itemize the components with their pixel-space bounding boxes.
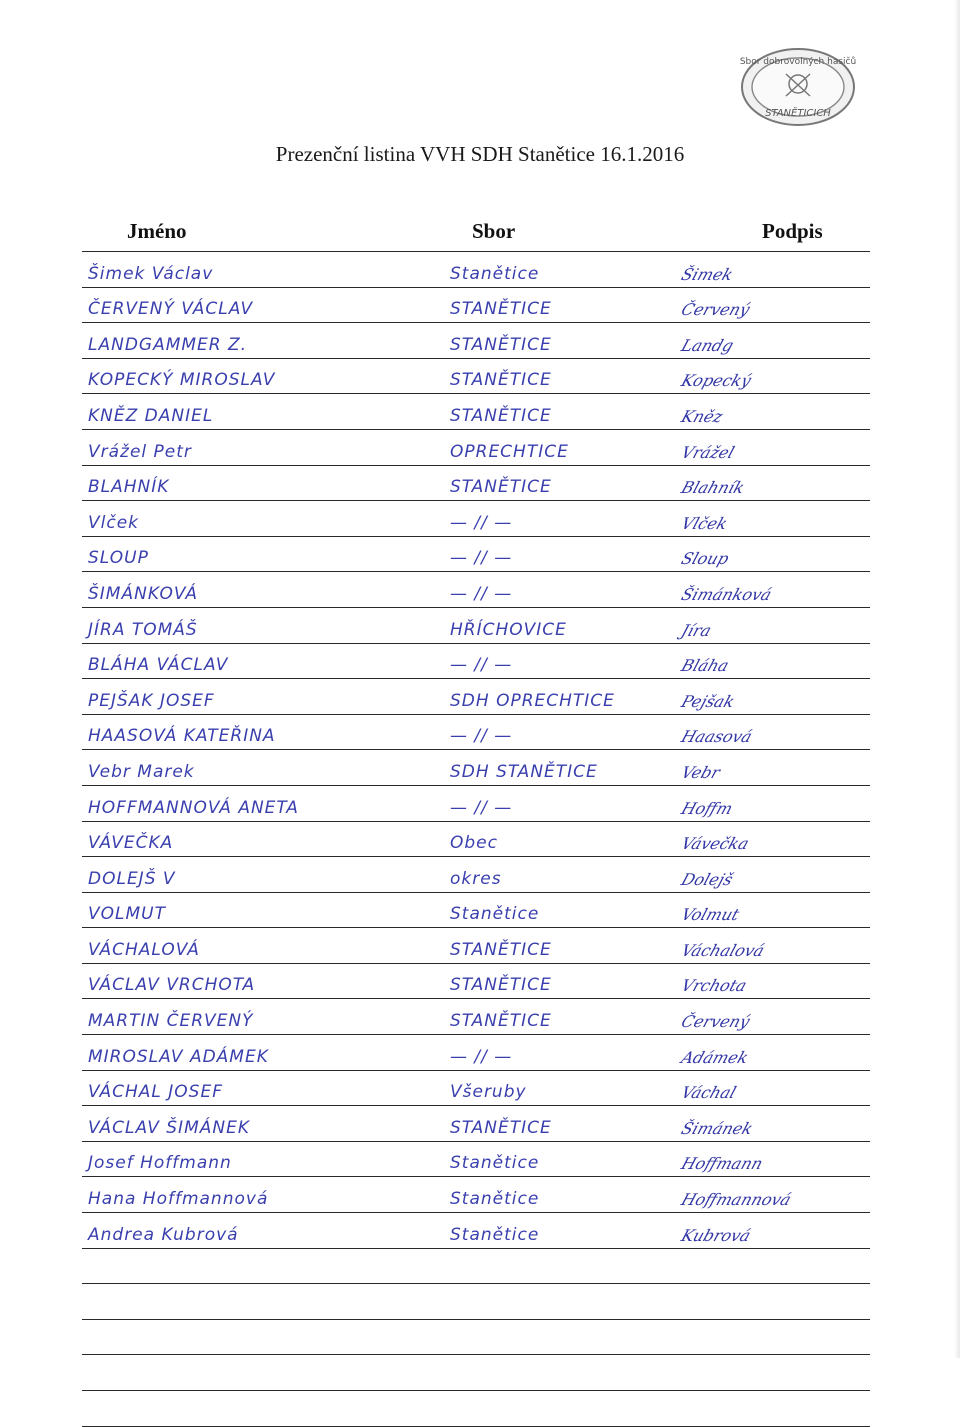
row-name: VÁCHALOVÁ xyxy=(88,939,200,960)
row-sbor: Stanětice xyxy=(450,1224,540,1245)
row-signature: Kopecký xyxy=(678,371,754,391)
row-signature: Volmut xyxy=(678,905,742,925)
table-row xyxy=(82,857,870,893)
row-signature: Vrážel xyxy=(678,442,737,462)
row-name: BLAHNÍK xyxy=(88,477,170,498)
row-sbor: — // — xyxy=(450,583,513,604)
row-signature: Jíra xyxy=(678,620,714,640)
table-row xyxy=(82,323,870,359)
row-sbor: — // — xyxy=(450,655,513,676)
table-row xyxy=(82,1142,870,1178)
row-name: VOLMUT xyxy=(88,904,166,925)
table-row xyxy=(82,1071,870,1107)
table-row xyxy=(82,537,870,573)
row-signature: Červený xyxy=(678,1012,753,1032)
row-signature: Šimek xyxy=(678,264,736,284)
row-sbor: STANĚTICE xyxy=(450,1117,552,1138)
row-sbor: STANĚTICE xyxy=(450,975,552,996)
row-name: LANDGAMMER Z. xyxy=(88,334,248,355)
row-signature: Vlček xyxy=(678,513,730,533)
row-name: MIROSLAV ADÁMEK xyxy=(88,1046,269,1067)
table-row xyxy=(82,715,870,751)
table-row xyxy=(82,644,870,680)
row-sbor: STANĚTICE xyxy=(450,477,552,498)
column-header-sbor: Sbor xyxy=(472,219,516,243)
empty-row xyxy=(82,1391,870,1427)
row-signature: Vebr xyxy=(678,762,723,782)
row-signature: Hoffm xyxy=(678,798,736,818)
row-name: KNĚZ DANIEL xyxy=(88,405,214,426)
table-row xyxy=(82,572,870,608)
table-row xyxy=(82,1177,870,1213)
table-row xyxy=(82,359,870,395)
table-row xyxy=(82,252,870,288)
row-sbor: Stanětice xyxy=(450,263,540,284)
row-signature: Hoffmannová xyxy=(678,1190,794,1210)
row-signature: Bláha xyxy=(678,656,732,676)
column-header-signature: Podpis xyxy=(762,219,823,243)
row-sbor: Všeruby xyxy=(450,1082,527,1103)
row-signature: Dolejš xyxy=(678,869,736,889)
row-signature: Šimánková xyxy=(678,584,775,604)
table-row xyxy=(82,822,870,858)
table-row xyxy=(82,1035,870,1071)
row-name: Andrea Kubrová xyxy=(88,1224,239,1245)
row-signature: Blahník xyxy=(678,478,747,498)
scan-edge-shadow xyxy=(954,0,960,1358)
row-name: VÁCLAV ŠIMÁNEK xyxy=(88,1117,250,1138)
row-sbor: STANĚTICE xyxy=(450,939,552,960)
empty-row xyxy=(82,1284,870,1320)
row-name: BLÁHA VÁCLAV xyxy=(88,655,229,676)
row-name: ČERVENÝ VÁCLAV xyxy=(88,299,254,320)
table-row xyxy=(82,893,870,929)
row-name: Vlček xyxy=(88,512,140,533)
row-name: VÁCHAL JOSEF xyxy=(88,1082,223,1103)
row-sbor: Stanětice xyxy=(450,904,540,925)
table-row xyxy=(82,750,870,786)
row-signature: Landg xyxy=(678,335,737,355)
row-name: ŠIMÁNKOVÁ xyxy=(88,583,198,604)
row-signature: Hoffmann xyxy=(678,1154,766,1174)
row-signature: Sloup xyxy=(678,549,732,569)
table-row xyxy=(82,608,870,644)
row-sbor: — // — xyxy=(450,726,513,747)
empty-row xyxy=(82,1320,870,1356)
attendance-table xyxy=(82,245,870,1427)
row-name: HAASOVÁ KATEŘINA xyxy=(88,726,276,747)
row-name: VÁCLAV VRCHOTA xyxy=(88,975,256,996)
row-signature: Šimánek xyxy=(678,1118,756,1138)
svg-text:Sbor dobrovolných hasičů: Sbor dobrovolných hasičů xyxy=(739,57,857,67)
table-row xyxy=(82,430,870,466)
table-row xyxy=(82,964,870,1000)
empty-row xyxy=(82,1249,870,1285)
row-name: KOPECKÝ MIROSLAV xyxy=(88,370,276,391)
row-signature: Haasová xyxy=(678,727,755,747)
svg-text:STANĚTICICH: STANĚTICICH xyxy=(765,108,831,119)
row-signature: Červený xyxy=(678,300,753,320)
fire-brigade-stamp xyxy=(738,44,858,130)
table-row xyxy=(82,394,870,430)
row-sbor: SDH STANĚTICE xyxy=(450,761,598,782)
row-name: DOLEJŠ V xyxy=(88,868,176,889)
row-sbor: STANĚTICE xyxy=(450,334,552,355)
row-sbor: STANĚTICE xyxy=(450,1011,552,1032)
row-name: SLOUP xyxy=(88,548,149,569)
row-sbor: Stanětice xyxy=(450,1189,540,1210)
row-sbor: OPRECHTICE xyxy=(450,441,569,462)
row-sbor: — // — xyxy=(450,797,513,818)
row-name: HOFFMANNOVÁ ANETA xyxy=(88,797,299,818)
row-sbor: — // — xyxy=(450,512,513,533)
row-sbor: — // — xyxy=(450,548,513,569)
row-sbor: STANĚTICE xyxy=(450,370,552,391)
row-name: PEJŠAK JOSEF xyxy=(88,690,215,711)
table-row xyxy=(82,1106,870,1142)
table-row xyxy=(82,501,870,537)
row-signature: Adámek xyxy=(678,1047,751,1067)
page-title: Prezenční listina VVH SDH Stanětice 16.1.2016 xyxy=(275,142,685,166)
row-sbor: SDH OPRECHTICE xyxy=(450,690,615,711)
row-name: Hana Hoffmannová xyxy=(88,1189,269,1210)
table-row xyxy=(82,1213,870,1249)
table-row xyxy=(82,928,870,964)
row-name: VÁVEČKA xyxy=(88,833,174,854)
row-sbor: Stanětice xyxy=(450,1153,540,1174)
row-sbor: — // — xyxy=(450,1046,513,1067)
header-rule xyxy=(82,245,870,252)
table-row xyxy=(82,786,870,822)
row-name: Josef Hoffmann xyxy=(88,1153,232,1174)
row-signature: Vrchota xyxy=(678,976,750,996)
table-row xyxy=(82,999,870,1035)
table-row xyxy=(82,466,870,502)
table-row xyxy=(82,288,870,324)
column-header-name: Jméno xyxy=(127,219,187,243)
row-sbor: HŘÍCHOVICE xyxy=(450,619,567,640)
row-sbor: okres xyxy=(450,868,502,889)
row-sbor: Obec xyxy=(450,833,498,854)
row-name: Šimek Václav xyxy=(88,263,214,284)
row-name: MARTIN ČERVENÝ xyxy=(88,1011,254,1032)
row-signature: Kněz xyxy=(678,406,726,426)
empty-row xyxy=(82,1355,870,1391)
row-signature: Váchalová xyxy=(678,940,767,960)
row-signature: Váchal xyxy=(678,1083,739,1103)
row-sbor: STANĚTICE xyxy=(450,299,552,320)
row-name: Vrážel Petr xyxy=(88,441,192,462)
row-signature: Vávečka xyxy=(678,834,752,854)
row-name: Vebr Marek xyxy=(88,761,195,782)
table-row xyxy=(82,679,870,715)
row-sbor: STANĚTICE xyxy=(450,405,552,426)
row-name: JÍRA TOMÁŠ xyxy=(88,619,198,640)
row-signature: Pejšak xyxy=(678,691,738,711)
row-signature: Kubrová xyxy=(678,1225,754,1245)
